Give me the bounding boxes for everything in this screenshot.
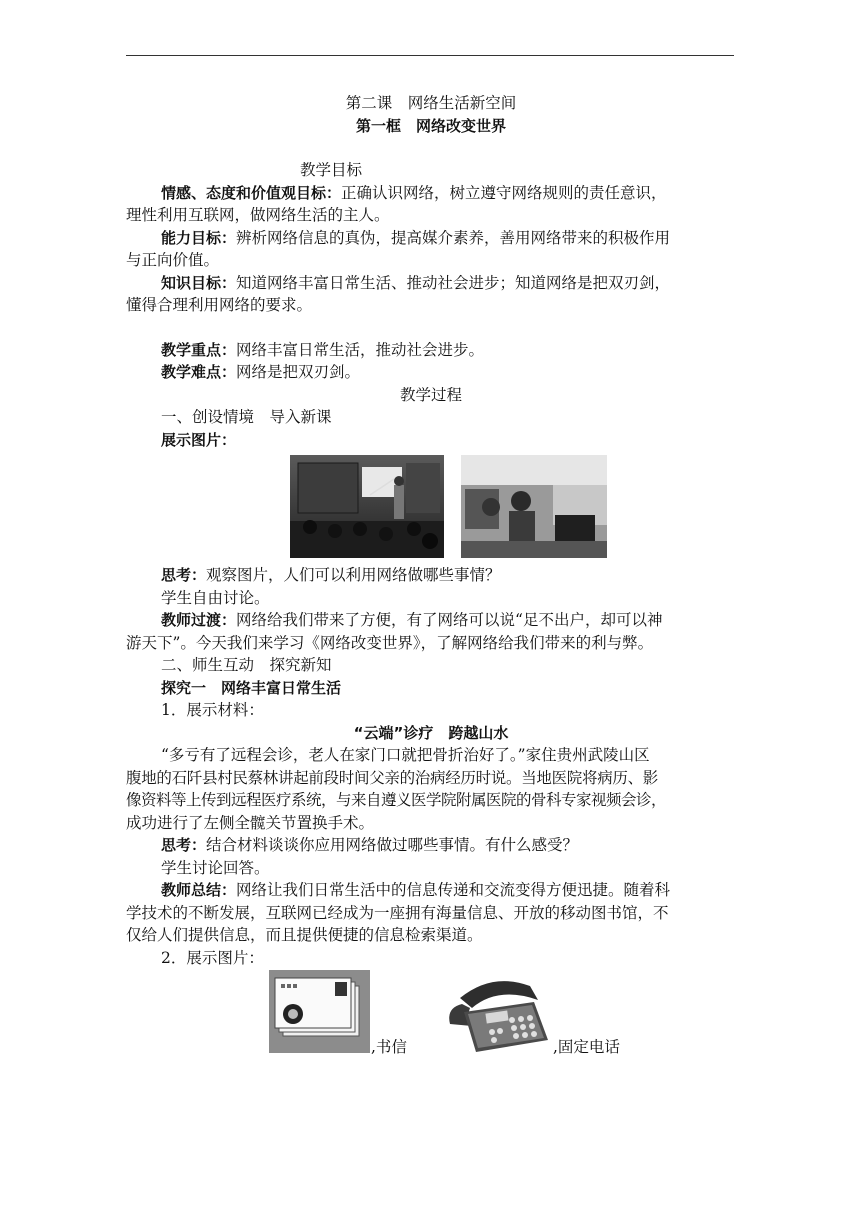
transition-label: 教师过渡： <box>161 611 237 629</box>
goals-heading: 教学目标 <box>299 161 362 179</box>
classroom-photo <box>290 455 444 558</box>
difficulty-text: 网络是把双刃剑。 <box>236 363 361 381</box>
difficulty-label: 教学难点： <box>161 363 237 381</box>
phone-caption: ,固定电话 <box>553 1038 620 1056</box>
knowledge-goal-label: 知识目标： <box>161 274 237 292</box>
discuss2: 学生讨论回答。 <box>161 859 270 877</box>
summary-line2: 学技术的不断发展，互联网已经成为一座拥有海量信息、开放的移动图书馆，不 <box>126 904 669 922</box>
material-line2: 腹地的石阡县村民蔡林讲起前段时间父亲的治病经历时说。当地医院将病历、影 <box>126 769 659 787</box>
think1-text: 观察图片，人们可以利用网络做哪些事情？ <box>206 566 501 584</box>
emotion-goal-text: 正确认识网络，树立遵守网络规则的责任意识， <box>341 184 667 202</box>
emotion-goal-line2: 理性利用互联网，做网络生活的主人。 <box>126 206 390 224</box>
header-rule <box>126 55 734 56</box>
ability-goal-label: 能力目标： <box>161 229 237 247</box>
key-point-label: 教学重点： <box>161 341 237 359</box>
transition-text-1: 网络给我们带来了方便，有了网络可以说“足不出户，却可以神 <box>236 611 663 629</box>
summary-line3: 仅给人们提供信息，而且提供便捷的信息检索渠道。 <box>126 926 483 944</box>
discuss1: 学生自由讨论。 <box>161 589 270 607</box>
explore1-title: 探究一 网络丰富日常生活 <box>161 679 342 697</box>
part1-title: 一、创设情境 导入新课 <box>161 408 332 426</box>
emotion-goal-line1 <box>161 182 736 204</box>
material-line4: 成功进行了左侧全髋关节置换手术。 <box>126 814 375 832</box>
think2-text: 结合材料谈谈你应用网络做过哪些事情。有什么感受？ <box>206 836 579 854</box>
lesson-title: 第二课 网络生活新空间 <box>345 94 517 112</box>
emotion-goal-label: 情感、态度和价值观目标： <box>161 184 342 202</box>
think1-label: 思考： <box>161 566 207 584</box>
show-pictures-label: 展示图片： <box>161 431 237 449</box>
knowledge-goal-line2: 懂得合理利用网络的要求。 <box>126 296 313 314</box>
material-line3: 像资料等上传到远程医疗系统，与来自遵义医学院附属医院的骨科专家视频会诊， <box>126 791 667 809</box>
computer-room-photo <box>461 455 607 558</box>
ability-goal-line2: 与正向价值。 <box>126 251 220 269</box>
summary-line1 <box>161 879 736 901</box>
key-point <box>161 339 736 361</box>
telephone-photo <box>442 968 552 1056</box>
summary-text-1: 网络让我们日常生活中的信息传递和交流变得方便迅捷。随着科 <box>236 881 671 899</box>
section-title: 第一框 网络改变世界 <box>355 117 506 135</box>
material-line1: “多亏有了远程会诊，老人在家门口就把骨折治好了。”家住贵州武陵山区 <box>161 746 650 764</box>
ability-goal-text: 辨析网络信息的真伪，提高媒介素养，善用网络带来的积极作用 <box>236 229 671 247</box>
difficulty-point <box>161 361 736 383</box>
think2 <box>161 834 736 856</box>
letters-photo <box>269 970 370 1053</box>
item1: 1．展示材料： <box>161 701 264 719</box>
think1 <box>161 564 736 586</box>
transition-line2: 游天下”。今天我们来学习《网络改变世界》，了解网络给我们带来的利与弊。 <box>126 634 654 652</box>
transition-line1 <box>161 609 736 631</box>
knowledge-goal-text: 知道网络丰富日常生活、推动社会进步；知道网络是把双刃剑， <box>236 274 671 292</box>
process-heading: 教学过程 <box>399 386 462 404</box>
letter-caption: ,书信 <box>371 1038 407 1056</box>
key-point-text: 网络丰富日常生活，推动社会进步。 <box>236 341 485 359</box>
part2-title: 二、师生互动 探究新知 <box>161 656 332 674</box>
summary-label: 教师总结： <box>161 881 237 899</box>
think2-label: 思考： <box>161 836 207 854</box>
knowledge-goal-line1 <box>161 272 736 294</box>
ability-goal-line1 <box>161 227 736 249</box>
item2: 2．展示图片： <box>161 949 264 967</box>
material-title: “云端”诊疗 跨越山水 <box>353 724 509 742</box>
